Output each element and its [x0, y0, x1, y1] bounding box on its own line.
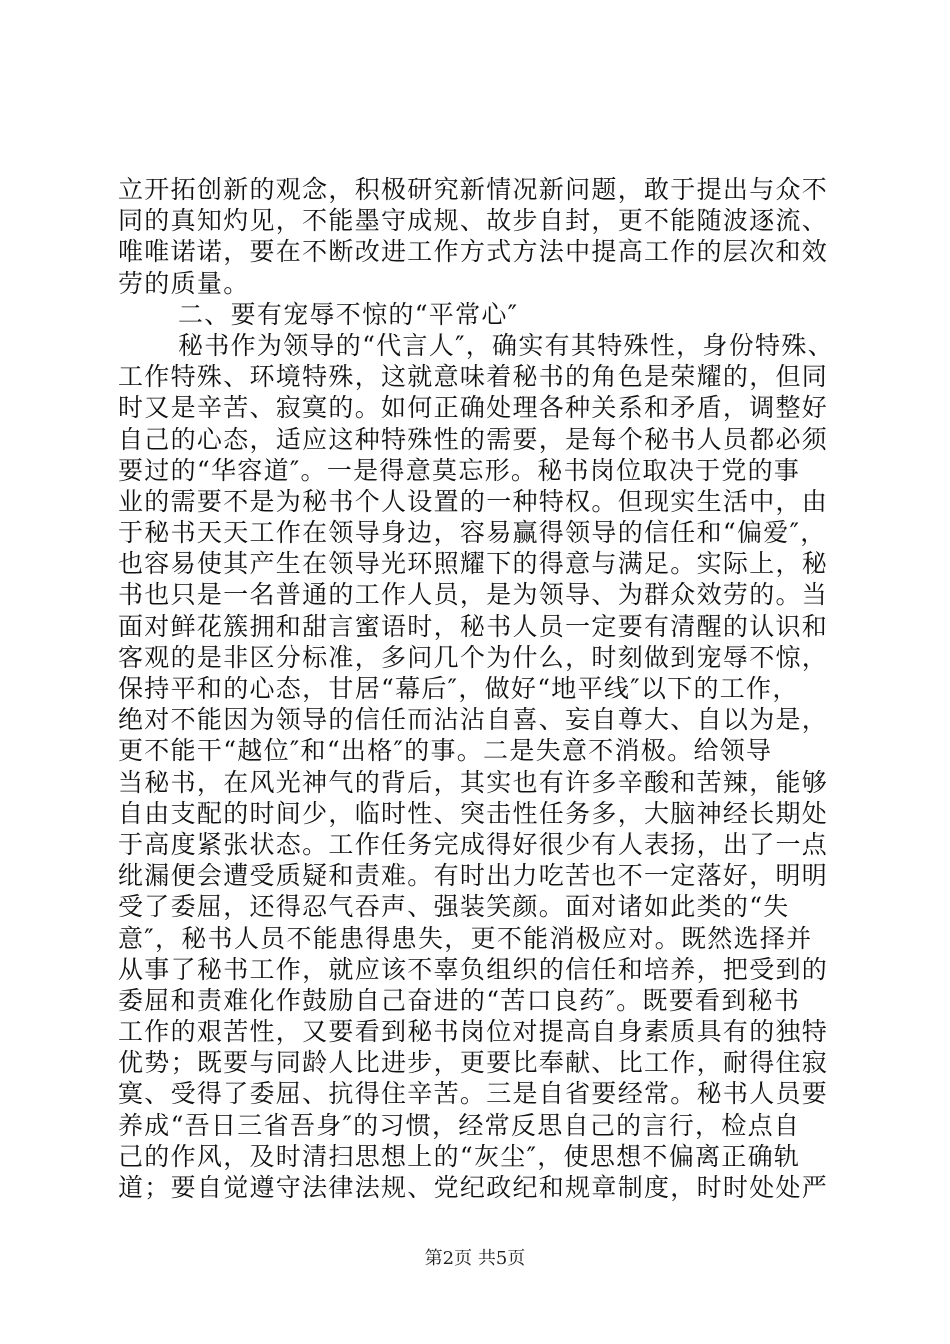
text-line: 客观的是非区分标准，多问几个为什么，时刻做到宠辱不惊， [118, 642, 829, 672]
text-line: 受了委屈，还得忍气吞声、强装笑颜。面对诸如此类的“失 [118, 892, 790, 922]
text-line: 面对鲜花簇拥和甜言蜜语时，秘书人员一定要有清醒的认识和 [118, 611, 829, 641]
body-text [118, 174, 832, 1203]
text-line: 自由支配的时间少，临时性、突击性任务多，大脑神经长期处 [118, 798, 829, 828]
text-line: 唯唯诺诺，要在不断改进工作方式方法中提高工作的层次和效 [118, 237, 829, 267]
text-line: 绝对不能因为领导的信任而沾沾自喜、妄自尊大、自以为是， [118, 705, 829, 735]
section-heading: 二、要有宠辱不惊的“平常心″ [178, 299, 519, 329]
text-line: 寞、受得了委屈、抗得住辛苦。三是自省要经常。秘书人员要 [118, 1079, 829, 1109]
page-number-footer: 第2页 共5页 [424, 1248, 526, 1269]
text-line: 道；要自觉遵守法律法规、党纪政纪和规章制度，时时处处严 [118, 1173, 829, 1202]
text-line: 当秘书，在风光神气的背后，其实也有许多辛酸和苦辣，能够 [118, 767, 829, 797]
text-line: 纰漏便会遭受质疑和责难。有时出力吃苦也不一定落好，明明 [118, 861, 829, 891]
text-line: 养成“吾日三省吾身″的习惯，经常反思自己的言行，检点自 [118, 1110, 801, 1140]
text-line: 时又是辛苦、寂寞的。如何正确处理各种关系和矛盾，调整好 [118, 393, 829, 423]
text-line: 从事了秘书工作，就应该不辜负组织的信任和培养，把受到的 [118, 954, 829, 984]
text-line: 更不能干“越位″和“出格″的事。二是失意不消极。给领导 [118, 736, 773, 766]
text-line: 同的真知灼见，不能墨守成规、故步自封，更不能随波逐流、 [118, 206, 829, 236]
text-line: 意″，秘书人员不能患得患失，更不能消极应对。既然选择并 [118, 923, 813, 953]
text-line: 于高度紧张状态。工作任务完成得好很少有人表扬，出了一点 [118, 829, 829, 859]
text-line: 于秘书天天工作在领导身边，容易赢得领导的信任和“偏爱″， [118, 518, 827, 548]
text-line: 立开拓创新的观念，积极研究新情况新问题，敢于提出与众不 [118, 175, 829, 204]
text-line: 书也只是一名普通的工作人员，是为领导、为群众效劳的。当 [118, 580, 829, 610]
text-line: 要过的“华容道″。一是得意莫忘形。秘书岗位取决于党的事 [118, 455, 801, 485]
text-line: 也容易使其产生在领导光环照耀下的得意与满足。实际上，秘 [118, 549, 829, 579]
text-line: 工作的艰苦性，又要看到秘书岗位对提高自身素质具有的独特 [118, 1017, 829, 1047]
text-line: 保持平和的心态，甘居“幕后″，做好“地平线″以下的工作， [118, 674, 799, 703]
text-line: 己的作风，及时清扫思想上的“灰尘″，使思想不偏离正确轨 [118, 1141, 801, 1171]
text-line: 工作特殊、环境特殊，这就意味着秘书的角色是荣耀的，但同 [118, 362, 829, 392]
text-line: 委屈和责难化作鼓励自己奋进的“苦口良药″。既要看到秘书 [118, 985, 801, 1015]
text-line: 劳的质量。 [118, 268, 250, 298]
text-line: 自己的心态，适应这种特殊性的需要，是每个秘书人员都必须 [118, 424, 829, 454]
text-line: 优势；既要与同龄人比进步，更要比奉献、比工作，耐得住寂 [118, 1048, 829, 1078]
text-line: 业的需要不是为秘书个人设置的一种特权。但现实生活中，由 [118, 486, 829, 516]
text-line: 秘书作为领导的“代言人″，确实有其特殊性，身份特殊、 [178, 330, 834, 360]
